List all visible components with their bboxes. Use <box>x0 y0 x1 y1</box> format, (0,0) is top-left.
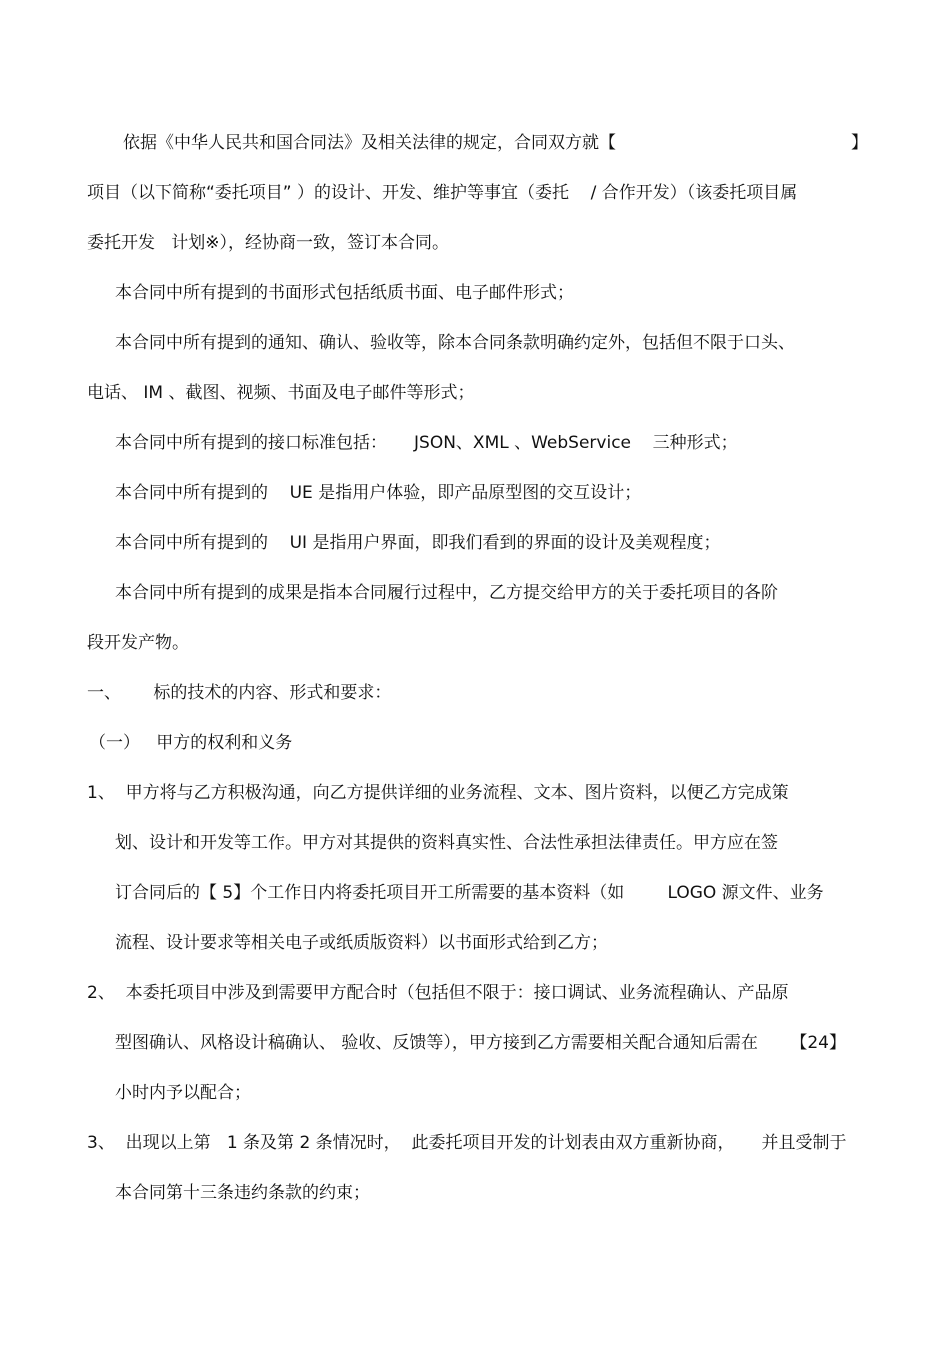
clause-2-line-3: 小时内予以配合； <box>115 1083 251 1103</box>
para-ue-definition: 本合同中所有提到的 UE 是指用户体验，即产品原型图的交互设计； <box>115 483 642 503</box>
clause-2-line-1: 2、 本委托项目中涉及到需要甲方配合时（包括但不限于：接口调试、业务流程确认、产品原 <box>87 983 789 1003</box>
para-intro-line-2: 项目（以下简称“委托项目” ）的设计、开发、维护等事宜（委托 / 合作开发）（该委托项目属 <box>87 183 798 203</box>
clause-1-line-4: 流程、设计要求等相关电子或纸质版资料）以书面形式给到乙方； <box>115 933 608 953</box>
para-intro-line-1: 依据《中华人民共和国合同法》及相关法律的规定，合同双方就【 <box>123 133 616 153</box>
clause-1-line-2: 划、设计和开发等工作。甲方对其提供的资料真实性、合法性承担法律责任。甲方应在签 <box>115 833 778 853</box>
para-deliverable-line-2: 段开发产物。 <box>87 633 189 653</box>
section-heading-1: 一、 标的技术的内容、形式和要求： <box>87 683 392 703</box>
para-written-form: 本合同中所有提到的书面形式包括纸质书面、电子邮件形式； <box>115 283 574 303</box>
clause-2-line-2: 型图确认、风格设计稿确认、 验收、反馈等），甲方接到乙方需要相关配合通知后需在 【24】 <box>115 1033 846 1053</box>
para-notice-line-2: 电话、 IM 、截图、视频、书面及电子邮件等形式； <box>87 383 475 403</box>
clause-1-line-3: 订合同后的【 5】个工作日内将委托项目开工所需要的基本资料（如 LOGO 源文件、业务 <box>115 883 824 903</box>
para-intro-line-3: 委托开发 计划※），经协商一致，签订本合同。 <box>87 233 449 253</box>
clause-3-line-2: 本合同第十三条违约条款的约束； <box>115 1183 370 1203</box>
para-notice-line-1: 本合同中所有提到的通知、确认、验收等，除本合同条款明确约定外，包括但不限于口头、 <box>115 333 795 353</box>
para-interface-standard: 本合同中所有提到的接口标准包括： JSON、XML 、WebService 三种形式； <box>115 433 738 453</box>
para-ui-definition: 本合同中所有提到的 UI 是指用户界面，即我们看到的界面的设计及美观程度； <box>115 533 721 553</box>
para-deliverable-line-1: 本合同中所有提到的成果是指本合同履行过程中，乙方提交给甲方的关于委托项目的各阶 <box>115 583 778 603</box>
clause-1-line-1: 1、 甲方将与乙方积极沟通，向乙方提供详细的业务流程、文本、图片资料，以便乙方完成策 <box>87 783 789 803</box>
clause-3-line-1: 3、 出现以上第 1 条及第 2 条情况时， 此委托项目开发的计划表由双方重新协商， 并且受制于 <box>87 1133 847 1153</box>
subsection-heading-1: （一） 甲方的权利和义务 <box>89 733 293 753</box>
para-intro-bracket-close: 】 <box>851 133 868 153</box>
